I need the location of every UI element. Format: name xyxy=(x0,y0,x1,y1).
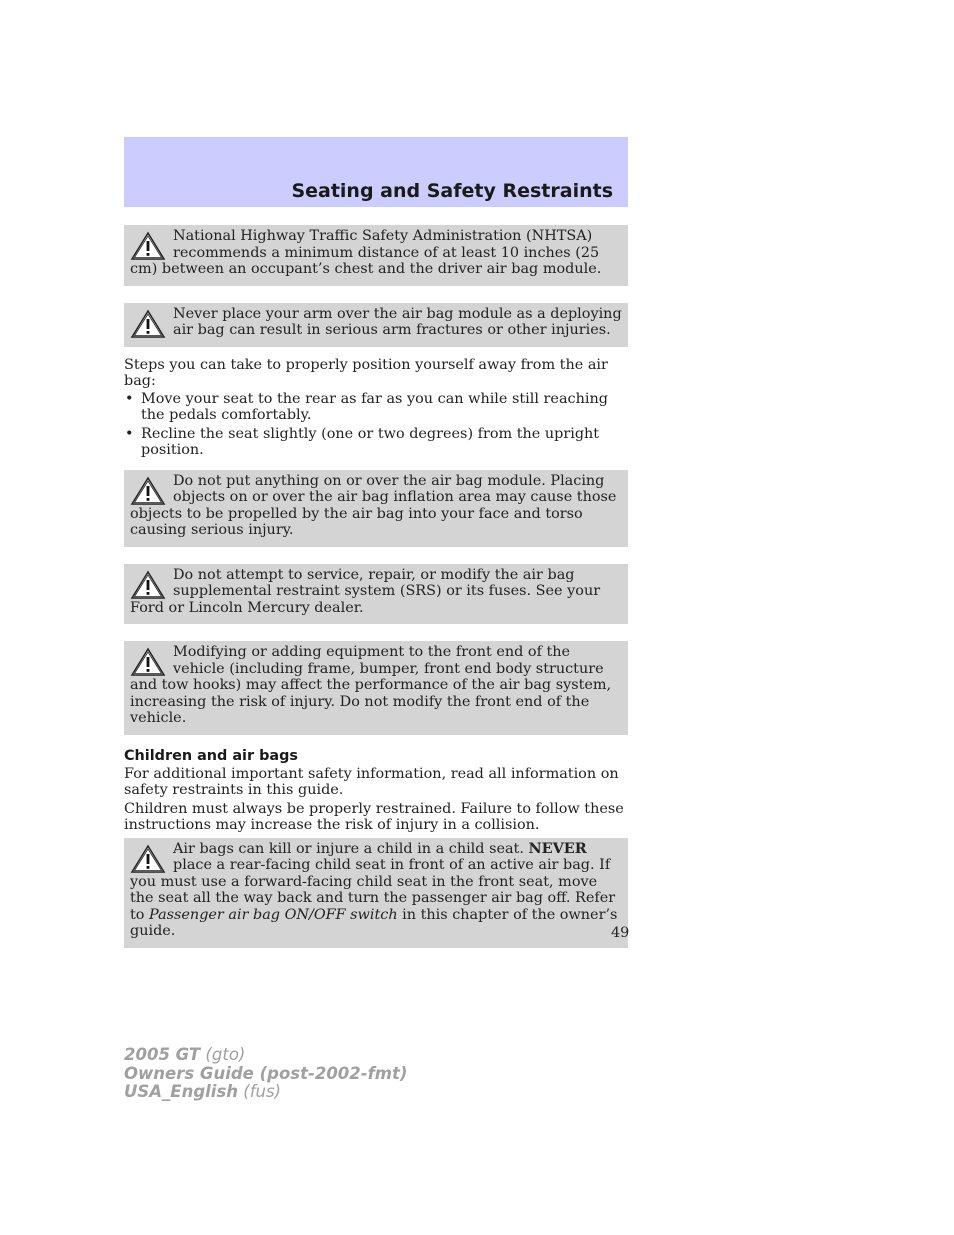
warning-text-start: Air bags can kill or injure a child in a child seat. xyxy=(173,840,529,857)
footer-line-2: Owners Guide (post-2002-fmt) xyxy=(124,1063,408,1083)
warning-triangle-icon xyxy=(130,476,166,506)
list-item: • Recline the seat slightly (one or two degrees) from the upright position. xyxy=(125,425,600,458)
warning-box-objects xyxy=(124,470,628,547)
warning-box-service xyxy=(124,564,628,625)
warning-text: Do not put anything on or over the air bag module. Placing objects on or over the air bag inflation area may cause those objects to be propelled by the air bag into your face and torso causing serious injury. xyxy=(130,472,617,538)
children-para-2: Children must always be properly restrained. Failure to follow these instructions may increase the risk of injury in a collision. xyxy=(124,800,624,833)
document-footer xyxy=(124,1046,407,1102)
page-number: 49 xyxy=(611,925,630,941)
warning-text-end: in this chapter of the owner’s guide. xyxy=(130,906,618,939)
footer-line-3: USA_English (fus) xyxy=(124,1082,281,1101)
steps-list xyxy=(124,391,628,459)
warning-text-middle: place a rear-facing child seat in front of an active air bag. If you must use a forward-facing child seat in the front seat, move the seat all the way back and turn the passenger air bag off. Refer to xyxy=(130,857,616,923)
warning-box-nhtsa xyxy=(124,225,628,286)
bullet-glyph: • xyxy=(125,425,134,442)
warning-triangle-icon xyxy=(130,231,166,261)
warning-box-front-end xyxy=(124,641,628,735)
warning-text: Never place your arm over the air bag module as a deploying air bag can result in serious arm fractures or other injuries. xyxy=(173,305,622,338)
warning-triangle-icon xyxy=(130,570,166,600)
children-para-1: For additional important safety information, read all information on safety restraints in this guide. xyxy=(124,765,619,798)
section-title: Seating and Safety Restraints xyxy=(291,180,613,202)
list-item: • Move your seat to the rear as far as you can while still reaching the pedals comfortably. xyxy=(125,390,608,423)
steps-intro: Steps you can take to properly position yourself away from the air bag: xyxy=(124,356,608,389)
footer-line-1: 2005 GT (gto) xyxy=(124,1045,246,1064)
warning-text: National Highway Traffic Safety Administration (NHTSA) recommends a minimum distance of at least 10 inches (25 cm) between an occupant’s chest and the driver air bag module. xyxy=(130,228,602,277)
warning-text-emphasis: NEVER xyxy=(528,839,587,857)
warning-triangle-icon xyxy=(130,647,166,677)
cross-reference: Passenger air bag ON/OFF switch xyxy=(149,906,398,923)
section-header-band xyxy=(124,137,628,207)
warning-box-child-seat xyxy=(124,838,628,948)
warning-box-arm xyxy=(124,303,628,347)
warning-triangle-icon xyxy=(130,844,166,874)
warning-text: Modifying or adding equipment to the front end of the vehicle (including frame, bumper, front end body structure and tow hooks) may affect the performance of the air bag system, increasing the risk of injury. Do not modify the front end of the vehicle. xyxy=(130,644,612,726)
warning-text: Do not attempt to service, repair, or modify the air bag supplemental restraint system (SRS) or its fuses. See your Ford or Lincoln Mercury dealer. xyxy=(130,566,601,616)
bullet-glyph: • xyxy=(125,390,134,407)
children-heading: Children and air bags xyxy=(124,747,298,764)
warning-triangle-icon xyxy=(130,309,166,339)
page-content xyxy=(124,137,628,948)
